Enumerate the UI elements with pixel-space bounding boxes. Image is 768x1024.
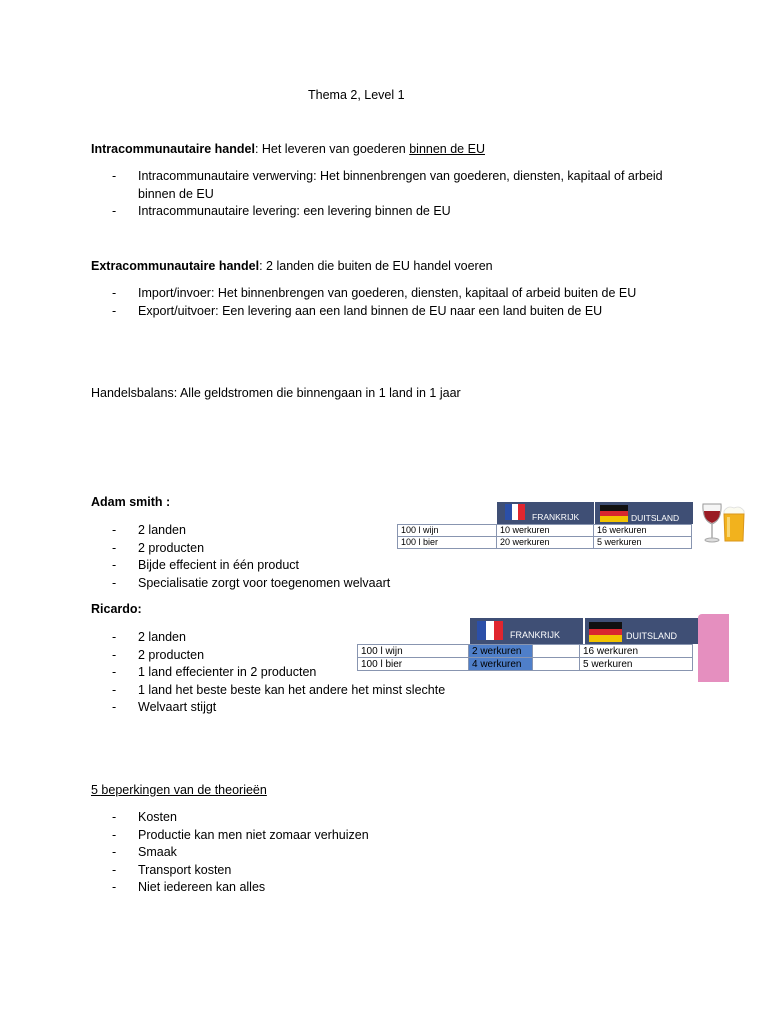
smith-col1-label: FRANKRIJK <box>532 512 580 522</box>
list-item: - 1 land het beste beste kan het andere het minst slechte <box>112 682 446 697</box>
list-item: - Intracommunautaire verwerving: Het binnenbrengen van goederen, diensten, kapitaal of arbeid binnen de EU <box>112 169 663 201</box>
page-title: Thema 2, Level 1 <box>308 88 405 102</box>
list-item: - Import/invoer: Het binnenbrengen van goederen, diensten, kapitaal of arbeid buiten de EU <box>112 286 637 300</box>
intra-list <box>112 168 678 221</box>
extra-def: : 2 landen die buiten de EU handel voeren <box>259 259 493 273</box>
smith-table-header-de <box>595 502 693 524</box>
list-item: - Niet iedereen kan alles <box>112 880 266 894</box>
list-item: - 2 producten <box>112 647 205 662</box>
intra-definition <box>91 141 485 158</box>
intra-def-prefix: : Het leveren van goederen <box>254 142 410 156</box>
table-row: 100 l bier 20 werkuren 5 werkuren <box>398 537 692 549</box>
list-item: - 1 land effecienter in 2 producten <box>112 665 317 679</box>
ricardo-list <box>112 629 445 717</box>
list-item: - 2 producten <box>112 540 205 555</box>
table-row: 100 l wijn 2 werkuren 16 werkuren <box>358 645 693 658</box>
list-item: - Kosten <box>112 810 177 824</box>
smith-heading: Adam smith : <box>91 495 171 509</box>
list-item: - Welvaart stijgt <box>112 700 217 714</box>
list-item: - Bijde effecient in één product <box>112 558 299 572</box>
france-flag-icon <box>477 621 503 640</box>
ricardo-table <box>357 644 693 671</box>
list-item: - 2 landen <box>112 523 186 537</box>
list-item: - Intracommunautaire levering: een levering binnen de EU <box>112 204 451 218</box>
pink-accent-shape <box>698 614 729 682</box>
smith-list <box>112 522 390 592</box>
ricardo-heading: Ricardo: <box>91 602 142 616</box>
smith-col2-label: DUITSLAND <box>631 513 680 523</box>
list-item: - Productie kan men niet zomaar verhuizen <box>112 827 369 842</box>
list-item: - Transport kosten <box>112 862 232 877</box>
ricardo-col2-label: DUITSLAND <box>626 631 678 641</box>
france-flag-icon <box>505 504 525 520</box>
germany-flag-icon <box>600 505 628 522</box>
extra-list <box>112 285 636 320</box>
table-row: 100 l wijn 10 werkuren 16 werkuren <box>398 525 692 537</box>
ricardo-col1-label: FRANKRIJK <box>510 630 561 640</box>
list-item: - Export/uitvoer: Een levering aan een land binnen de EU naar een land buiten de EU <box>112 303 603 318</box>
extra-definition <box>91 258 493 275</box>
beperkingen-heading: 5 beperkingen van de theorieën <box>91 783 267 797</box>
table-row: 100 l bier 4 werkuren 5 werkuren <box>358 658 693 671</box>
beer-glass-icon <box>722 505 746 543</box>
list-item: - Specialisatie zorgt voor toegenomen welvaart <box>112 575 391 590</box>
extra-term: Extracommunautaire handel <box>91 259 260 273</box>
intra-def-underlined: binnen de EU <box>409 142 485 156</box>
list-item: - Smaak <box>112 845 177 859</box>
list-item: - 2 landen <box>112 630 186 644</box>
ricardo-table-header-de <box>585 618 698 644</box>
smith-table <box>397 524 692 549</box>
handelsbalans: Handelsbalans: Alle geldstromen die binnengaan in 1 land in 1 jaar <box>91 386 461 400</box>
ricardo-table-header-fr <box>470 618 583 644</box>
wine-glass-icon <box>700 502 724 544</box>
germany-flag-icon <box>589 622 622 642</box>
beperkingen-list <box>112 809 369 897</box>
smith-table-header-fr <box>497 502 594 524</box>
intra-term: Intracommunautaire handel <box>91 142 255 156</box>
